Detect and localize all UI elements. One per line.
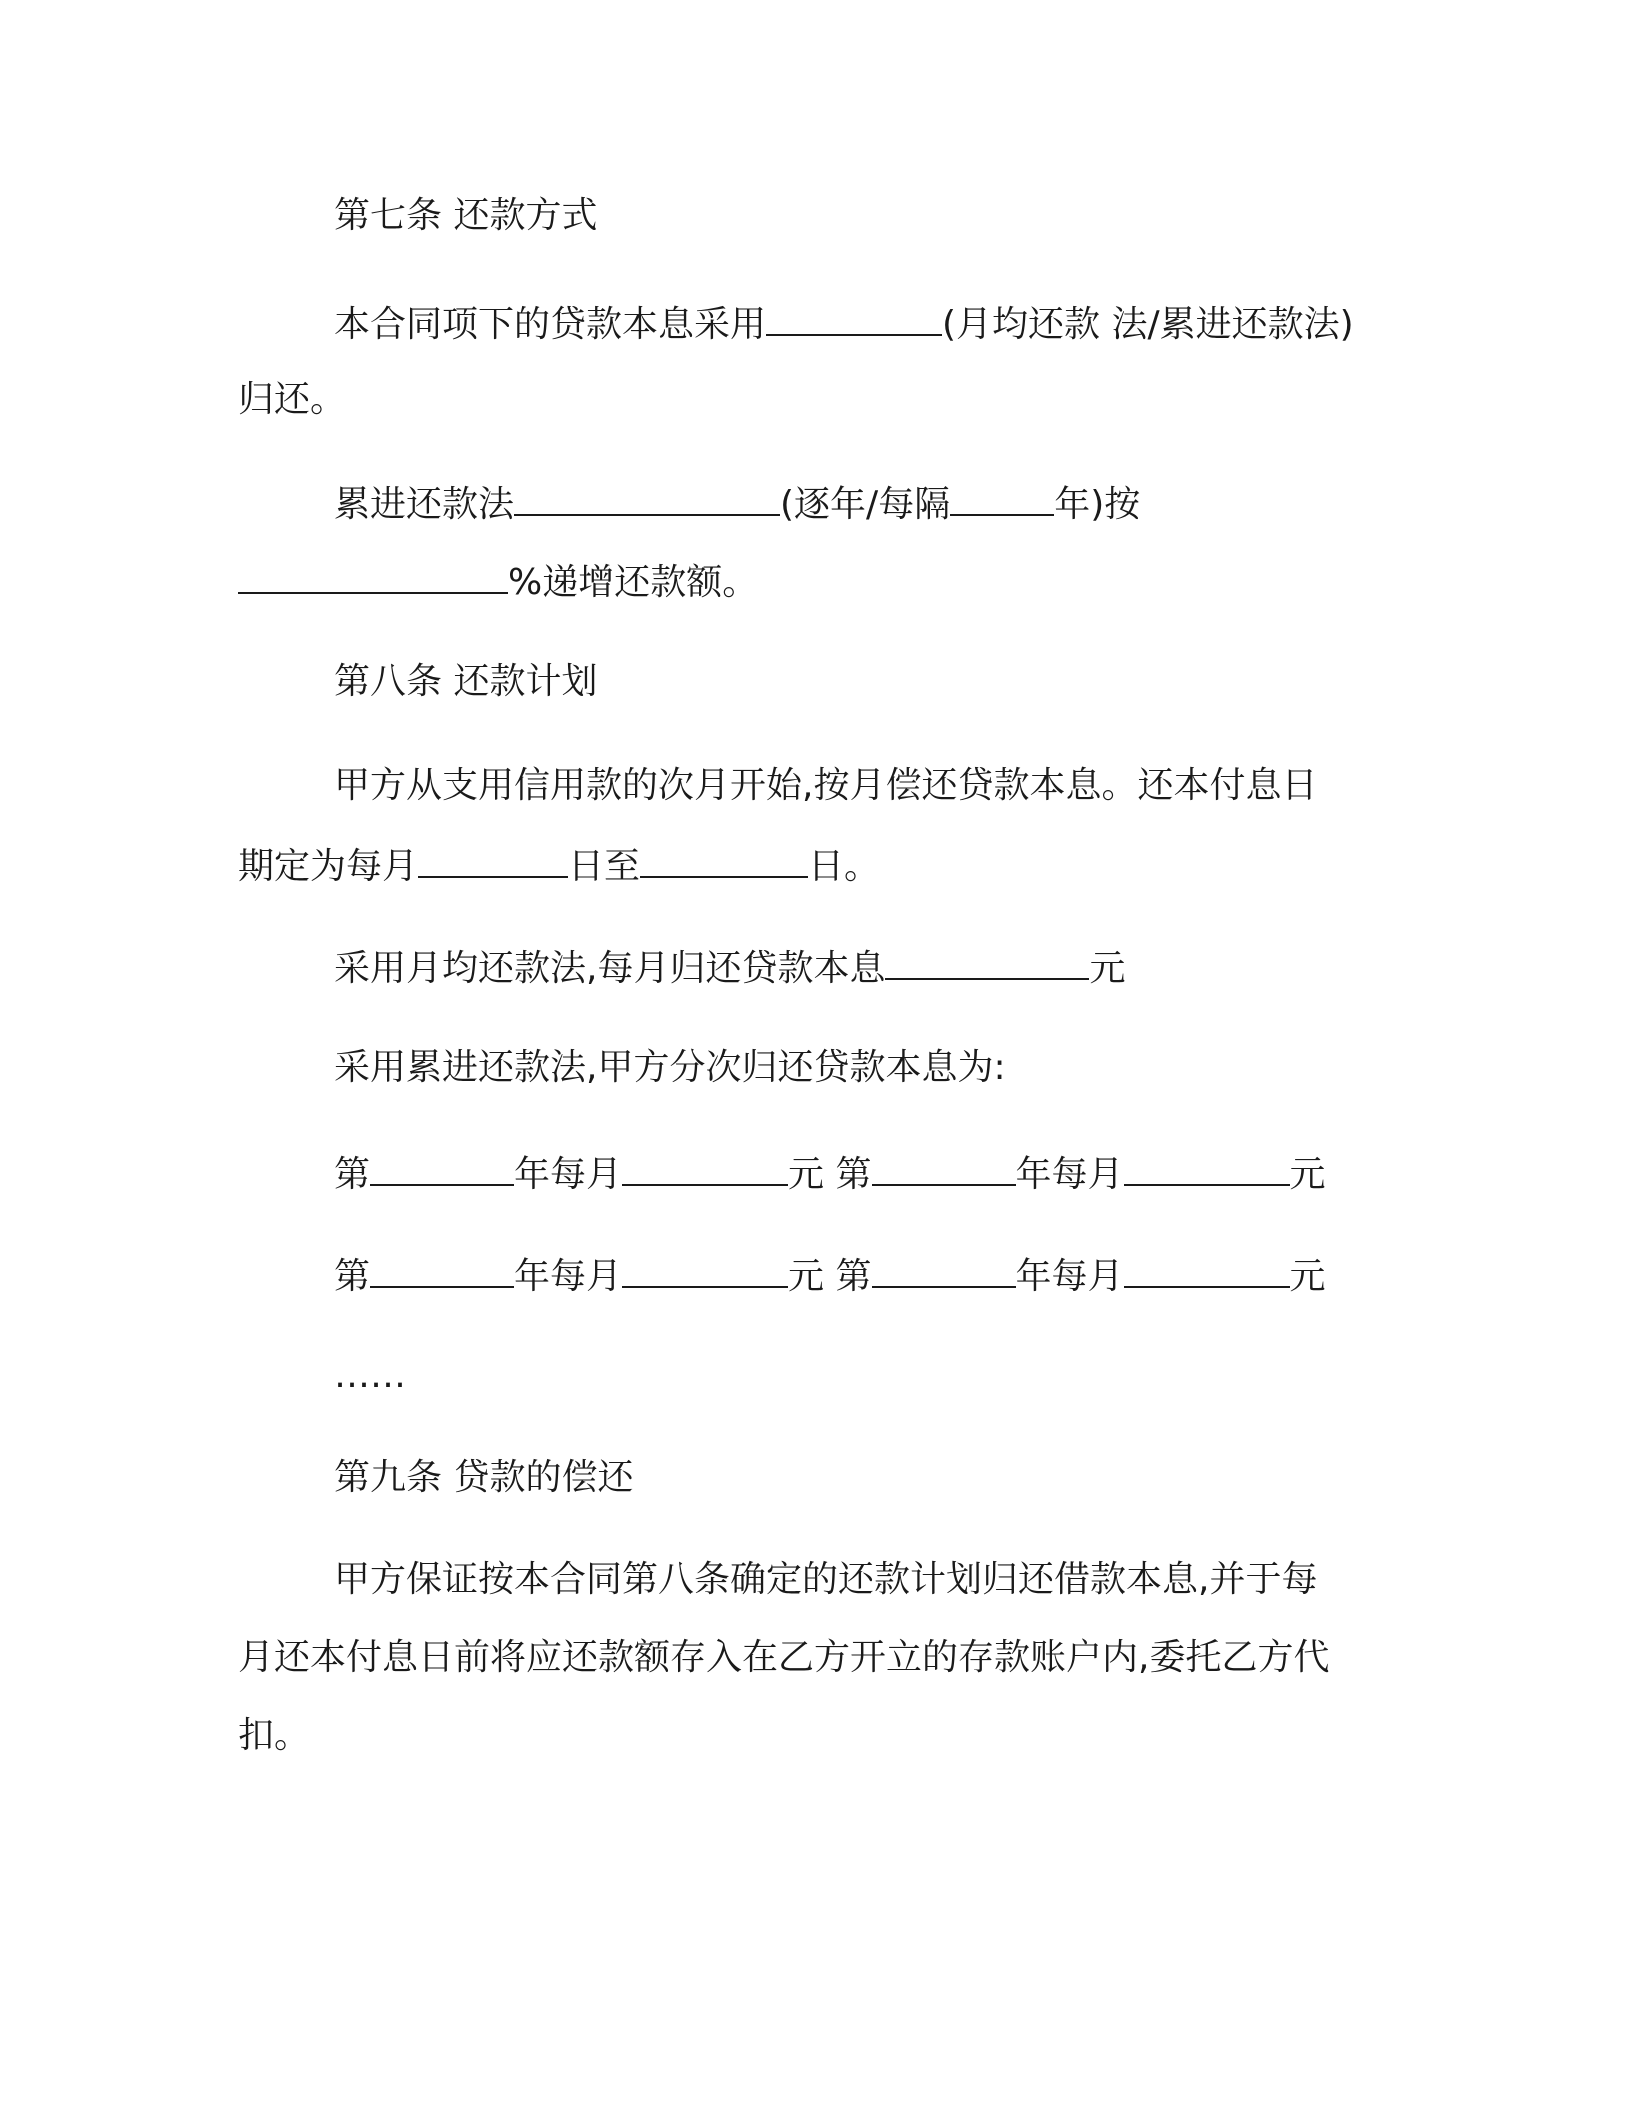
article-9-paragraph-1-line-1: 甲方保证按本合同第八条确定的还款计划归还借款本息,并于每 bbox=[334, 1559, 1318, 1600]
article-9-heading: 第九条 贷款的偿还 bbox=[334, 1457, 634, 1498]
fill-in-blank-year[interactable] bbox=[370, 1154, 514, 1186]
fill-in-blank-amount[interactable] bbox=[622, 1256, 788, 1288]
article-8-heading: 第八条 还款计划 bbox=[334, 661, 598, 702]
article-7-paragraph-2 bbox=[334, 484, 1140, 523]
text-segment: 期定为每月 bbox=[238, 846, 419, 887]
schedule-row-2 bbox=[334, 1256, 1326, 1295]
text-segment: 年每月 bbox=[1015, 1256, 1124, 1297]
text-segment: 日至 bbox=[568, 846, 641, 887]
fill-in-blank-amount[interactable] bbox=[1124, 1154, 1290, 1186]
article-8-paragraph-2 bbox=[334, 948, 1125, 987]
article-7-paragraph-1-continuation: 归还。 bbox=[238, 379, 347, 420]
text-segment: 年)按 bbox=[1054, 484, 1141, 525]
article-7-paragraph-1 bbox=[334, 304, 1354, 343]
text-segment: 累进还款法 bbox=[334, 484, 515, 525]
fill-in-blank-increase-percent[interactable] bbox=[238, 562, 508, 594]
article-7-paragraph-2-continuation bbox=[238, 562, 758, 601]
text-segment: 元 bbox=[788, 1154, 825, 1195]
text-segment: 年每月 bbox=[1015, 1154, 1124, 1195]
text-segment: 第 bbox=[334, 1256, 371, 1297]
text-segment: 元 bbox=[1289, 1154, 1326, 1195]
fill-in-blank-monthly-amount[interactable] bbox=[885, 948, 1089, 980]
text-segment: 第 bbox=[835, 1154, 872, 1195]
text-segment: 元 bbox=[1289, 1256, 1326, 1297]
fill-in-blank-amount[interactable] bbox=[1124, 1256, 1290, 1288]
fill-in-blank-interval-years[interactable] bbox=[950, 484, 1054, 516]
article-8-paragraph-1-line-1: 甲方从支用信用款的次月开始,按月偿还贷款本息。还本付息日 bbox=[334, 765, 1318, 806]
text-segment: 日。 bbox=[808, 846, 881, 887]
fill-in-blank-year[interactable] bbox=[872, 1154, 1016, 1186]
article-7-heading: 第七条 还款方式 bbox=[334, 195, 598, 236]
article-8-paragraph-3: 采用累进还款法,甲方分次归还贷款本息为: bbox=[334, 1047, 1006, 1088]
text-segment: 第 bbox=[835, 1256, 872, 1297]
text-segment: 采用月均还款法,每月归还贷款本息 bbox=[334, 948, 886, 989]
text-segment: 年每月 bbox=[514, 1154, 623, 1195]
fill-in-blank-start-day[interactable] bbox=[418, 846, 568, 878]
fill-in-blank-year[interactable] bbox=[872, 1256, 1016, 1288]
fill-in-blank-progressive-method[interactable] bbox=[514, 484, 780, 516]
fill-in-blank-end-day[interactable] bbox=[640, 846, 808, 878]
text-segment: 本合同项下的贷款本息采用 bbox=[334, 304, 767, 345]
article-9-paragraph-1-line-3: 扣。 bbox=[238, 1715, 311, 1756]
text-segment: (逐年/每隔 bbox=[780, 484, 951, 525]
article-9-paragraph-1-line-2: 月还本付息日前将应还款额存入在乙方开立的存款账户内,委托乙方代 bbox=[238, 1637, 1330, 1678]
text-segment: %递增还款额。 bbox=[508, 562, 759, 603]
fill-in-blank-amount[interactable] bbox=[622, 1154, 788, 1186]
fill-in-blank-year[interactable] bbox=[370, 1256, 514, 1288]
fill-in-blank-repayment-method[interactable] bbox=[766, 304, 942, 336]
article-8-paragraph-1-line-2 bbox=[238, 846, 880, 885]
text-segment: 年每月 bbox=[514, 1256, 623, 1297]
text-segment: 元 bbox=[1089, 948, 1126, 989]
text-segment: 第 bbox=[334, 1154, 371, 1195]
schedule-row-1 bbox=[334, 1154, 1326, 1193]
ellipsis: …… bbox=[334, 1355, 406, 1396]
text-segment: 元 bbox=[788, 1256, 825, 1297]
text-segment: (月均还款 法/累进还款法) bbox=[942, 304, 1354, 345]
